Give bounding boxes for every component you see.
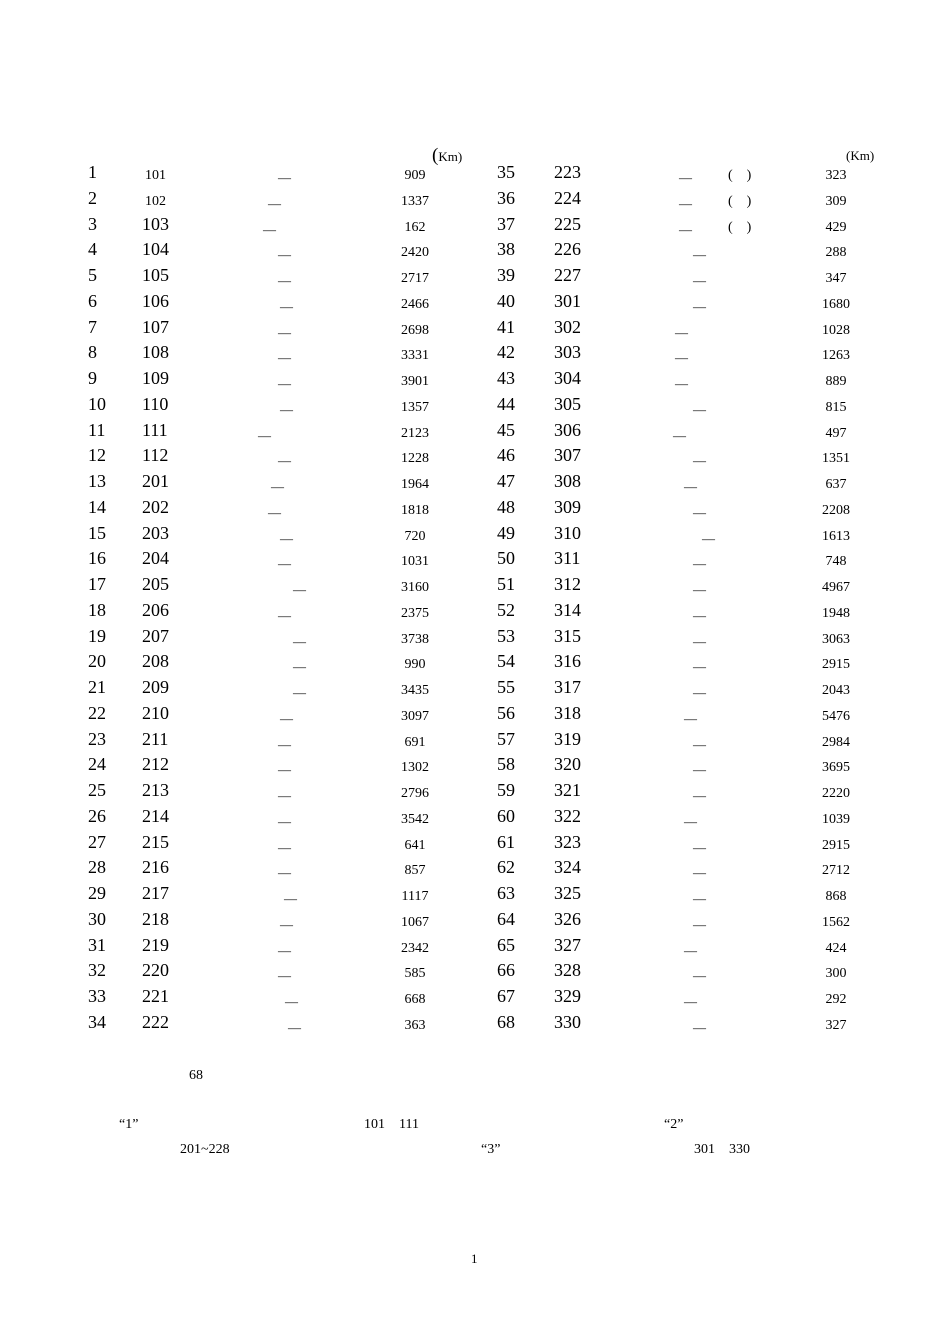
route-dash: — [278, 788, 291, 803]
route-dash: — [293, 582, 306, 597]
route-code: 212 [142, 754, 169, 775]
route-length-km: 2466 [401, 296, 429, 312]
route-code: 210 [142, 702, 169, 723]
route-dash: — [293, 659, 306, 675]
route-code: 319 [554, 728, 581, 749]
row-index: 55 [497, 677, 515, 697]
route-code: 101 [145, 168, 166, 183]
route-dash: — [684, 710, 697, 726]
route-length-km: 363 [404, 1017, 426, 1033]
route-code: 214 [142, 805, 169, 826]
route-dash: — [268, 504, 281, 520]
route-length-km: 868 [825, 889, 847, 904]
route-code: 202 [142, 496, 169, 517]
row-index: 44 [497, 393, 515, 414]
category-2-range: 201~228 [180, 1142, 230, 1157]
route-dash: — [679, 195, 692, 211]
route-length-km: 4967 [822, 580, 850, 595]
route-length-km: 1117 [401, 889, 429, 904]
route-dash: — [280, 298, 293, 314]
route-dash: — [278, 556, 291, 572]
row-index: 58 [497, 754, 515, 775]
route-dash: — [278, 453, 291, 469]
route-dash: — [280, 710, 293, 726]
route-length-km: 2717 [401, 271, 429, 286]
route-length-km: 1228 [401, 451, 429, 467]
route-code: 109 [142, 368, 169, 388]
row-index: 6 [88, 290, 97, 311]
route-dash: — [693, 968, 706, 984]
route-length-km: 748 [825, 554, 847, 570]
row-index: 53 [497, 625, 515, 646]
row-index: 26 [88, 805, 106, 826]
route-length-km: 2220 [822, 786, 850, 801]
row-index: 60 [497, 805, 515, 826]
row-index: 36 [497, 187, 515, 208]
route-code: 309 [554, 496, 581, 517]
row-index: 49 [497, 522, 515, 543]
route-code: 316 [554, 651, 581, 672]
row-index: 37 [497, 213, 515, 234]
route-code: 215 [142, 831, 169, 852]
route-code: 227 [554, 265, 581, 285]
route-code: 325 [554, 883, 581, 903]
route-dash: — [278, 942, 291, 958]
row-index: 33 [88, 986, 106, 1006]
route-length-km: 3738 [401, 631, 429, 647]
route-length-km: 857 [404, 863, 426, 879]
row-index: 12 [88, 445, 106, 466]
route-length-km: 1964 [401, 477, 429, 492]
row-index: 3 [88, 213, 97, 234]
route-length-km: 288 [825, 245, 847, 261]
route-length-km: 1263 [822, 348, 850, 364]
route-parenthetical: ( ) [728, 193, 752, 209]
route-dash: — [271, 479, 284, 494]
route-dash: — [284, 891, 297, 906]
row-index: 61 [497, 831, 515, 852]
route-length-km: 2915 [822, 837, 850, 853]
route-dash: — [675, 350, 688, 366]
row-index: 21 [88, 677, 106, 697]
row-index: 38 [497, 239, 515, 260]
route-length-km: 424 [825, 940, 847, 956]
row-index: 54 [497, 651, 515, 672]
row-index: 42 [497, 342, 515, 363]
route-code: 324 [554, 857, 581, 878]
route-dash: — [693, 685, 706, 700]
route-length-km: 347 [825, 271, 847, 286]
row-index: 7 [88, 316, 97, 337]
route-code: 207 [142, 625, 169, 646]
route-dash: — [278, 607, 291, 623]
row-index: 59 [497, 780, 515, 800]
route-code: 308 [554, 471, 581, 491]
route-dash: — [278, 170, 291, 185]
route-length-km: 990 [404, 657, 426, 673]
route-length-km: 2984 [822, 734, 850, 750]
route-dash: — [684, 942, 697, 958]
row-index: 28 [88, 857, 106, 878]
route-length-km: 1357 [401, 399, 429, 415]
route-code: 217 [142, 883, 169, 903]
route-code: 328 [554, 960, 581, 981]
route-code: 218 [142, 908, 169, 929]
row-index: 4 [88, 239, 97, 260]
row-index: 31 [88, 934, 106, 955]
route-code: 204 [142, 548, 169, 569]
route-length-km: 429 [825, 219, 847, 235]
route-length-km: 3435 [401, 683, 429, 698]
category-1-label: “1” [119, 1117, 139, 1132]
route-code: 310 [554, 522, 581, 543]
route-dash: — [693, 273, 706, 288]
route-length-km: 585 [404, 966, 426, 982]
route-length-km: 1680 [822, 296, 850, 312]
route-dash: — [693, 762, 706, 778]
row-index: 32 [88, 960, 106, 981]
route-dash: — [268, 195, 281, 211]
route-code: 105 [142, 265, 169, 285]
route-dash: — [693, 891, 706, 906]
route-code: 315 [554, 625, 581, 646]
route-code: 311 [554, 548, 581, 569]
route-code: 318 [554, 702, 581, 723]
row-index: 41 [497, 316, 515, 337]
route-code: 211 [142, 728, 169, 749]
route-dash: — [278, 376, 291, 391]
route-code: 201 [142, 471, 169, 491]
route-length-km: 1562 [822, 914, 850, 930]
route-code: 104 [142, 239, 169, 260]
route-dash: — [693, 582, 706, 597]
route-dash: — [675, 324, 688, 340]
category-3-range: 301 330 [694, 1142, 750, 1157]
route-code: 326 [554, 908, 581, 929]
route-dash: — [684, 813, 697, 829]
route-dash: — [684, 479, 697, 494]
row-index: 25 [88, 780, 106, 800]
row-index: 56 [497, 702, 515, 723]
route-code: 220 [142, 960, 169, 981]
route-code: 302 [554, 316, 581, 337]
category-1-range: 101 111 [364, 1117, 419, 1132]
row-index: 52 [497, 599, 515, 620]
route-code: 112 [142, 445, 169, 466]
route-code: 225 [554, 213, 581, 234]
route-dash: — [278, 839, 291, 855]
route-dash: — [693, 788, 706, 803]
route-length-km: 5476 [822, 708, 850, 724]
row-index: 66 [497, 960, 515, 981]
route-code: 216 [142, 857, 169, 878]
route-length-km: 2420 [401, 245, 429, 261]
route-dash: — [280, 401, 293, 417]
route-dash: — [293, 685, 306, 700]
row-index: 19 [88, 625, 106, 646]
row-index: 67 [497, 986, 515, 1006]
route-code: 329 [554, 986, 581, 1006]
route-code: 301 [554, 290, 581, 311]
route-dash: — [278, 865, 291, 881]
route-dash: — [693, 401, 706, 417]
route-length-km: 497 [825, 425, 847, 441]
route-code: 221 [142, 986, 169, 1006]
row-index: 16 [88, 548, 106, 569]
route-length-km: 2375 [401, 605, 429, 621]
route-dash: — [679, 170, 692, 185]
route-length-km: 300 [825, 966, 847, 982]
route-dash: — [278, 247, 291, 263]
route-length-km: 720 [404, 528, 426, 544]
route-dash: — [278, 968, 291, 984]
route-length-km: 2698 [401, 322, 429, 338]
route-length-km: 1818 [401, 502, 429, 518]
route-length-km: 2915 [822, 657, 850, 673]
route-length-km: 3160 [401, 580, 429, 595]
route-length-km: 2342 [401, 940, 429, 956]
route-code: 208 [142, 651, 169, 672]
route-dash: — [679, 221, 692, 237]
route-length-km: 909 [404, 168, 426, 183]
route-length-km: 2043 [822, 683, 850, 698]
route-length-km: 3542 [401, 811, 429, 827]
route-length-km: 323 [825, 168, 847, 183]
category-3-label: “3” [481, 1142, 501, 1157]
route-dash: — [288, 1019, 301, 1035]
route-dash: — [278, 736, 291, 752]
row-index: 39 [497, 265, 515, 285]
route-code: 317 [554, 677, 581, 697]
route-length-km: 637 [825, 477, 847, 492]
route-length-km: 1039 [822, 811, 850, 827]
route-dash: — [693, 839, 706, 855]
route-length-km: 668 [404, 992, 426, 1007]
route-dash: — [293, 633, 306, 649]
route-dash: — [693, 659, 706, 675]
row-index: 20 [88, 651, 106, 672]
route-dash: — [280, 530, 293, 546]
row-index: 64 [497, 908, 515, 929]
row-index: 14 [88, 496, 106, 517]
route-code: 223 [554, 162, 581, 182]
route-length-km: 889 [825, 374, 847, 389]
route-length-km: 2712 [822, 863, 850, 879]
route-code: 203 [142, 522, 169, 543]
row-index: 13 [88, 471, 106, 491]
row-index: 45 [497, 419, 515, 440]
route-dash: — [693, 556, 706, 572]
total-count: 68 [189, 1068, 203, 1083]
route-parenthetical: ( ) [728, 219, 752, 235]
row-index: 24 [88, 754, 106, 775]
route-length-km: 641 [404, 837, 426, 853]
route-length-km: 1031 [401, 554, 429, 570]
route-code: 209 [142, 677, 169, 697]
row-index: 9 [88, 368, 97, 388]
route-length-km: 1302 [401, 760, 429, 776]
route-length-km: 1337 [401, 193, 429, 209]
row-index: 10 [88, 393, 106, 414]
route-length-km: 3695 [822, 760, 850, 776]
row-index: 47 [497, 471, 515, 491]
route-code: 224 [554, 187, 581, 208]
route-code: 307 [554, 445, 581, 466]
route-length-km: 3063 [822, 631, 850, 647]
route-code: 327 [554, 934, 581, 955]
route-length-km: 1351 [822, 451, 850, 467]
route-dash: — [693, 916, 706, 932]
row-index: 63 [497, 883, 515, 903]
route-code: 102 [145, 193, 166, 209]
route-code: 106 [142, 290, 169, 311]
category-2-label: “2” [664, 1117, 684, 1132]
route-dash: — [280, 916, 293, 932]
page-number: 1 [471, 1251, 478, 1266]
row-index: 50 [497, 548, 515, 569]
route-dash: — [693, 1019, 706, 1035]
row-index: 35 [497, 162, 515, 182]
route-code: 213 [142, 780, 169, 800]
route-length-km: 2123 [401, 425, 429, 441]
row-index: 27 [88, 831, 106, 852]
route-code: 222 [142, 1011, 169, 1032]
row-index: 30 [88, 908, 106, 929]
route-code: 312 [554, 574, 581, 594]
route-dash: — [278, 273, 291, 288]
route-dash: — [285, 994, 298, 1009]
row-index: 11 [88, 419, 106, 440]
row-index: 8 [88, 342, 97, 363]
route-length-km: 1028 [822, 322, 850, 338]
row-index: 23 [88, 728, 106, 749]
route-code: 206 [142, 599, 169, 620]
row-index: 29 [88, 883, 106, 903]
route-dash: — [673, 427, 686, 443]
row-index: 15 [88, 522, 106, 543]
route-dash: — [258, 427, 271, 443]
route-dash: — [684, 994, 697, 1009]
route-length-km: 292 [825, 992, 847, 1007]
route-dash: — [693, 736, 706, 752]
route-length-km: 1067 [401, 914, 429, 930]
route-code: 305 [554, 393, 581, 414]
route-length-km: 162 [404, 219, 426, 235]
route-length-km: 2796 [401, 786, 429, 801]
header-left-unit: (Km) [432, 145, 463, 166]
route-dash: — [693, 247, 706, 263]
route-code: 108 [142, 342, 169, 363]
route-dash: — [693, 298, 706, 314]
route-length-km: 3901 [401, 374, 429, 389]
route-length-km: 815 [825, 399, 847, 415]
route-parenthetical: ( ) [728, 168, 752, 183]
row-index: 68 [497, 1011, 515, 1032]
row-index: 2 [88, 187, 97, 208]
route-code: 330 [554, 1011, 581, 1032]
route-dash: — [693, 633, 706, 649]
route-dash: — [675, 376, 688, 391]
route-code: 314 [554, 599, 581, 620]
route-length-km: 309 [825, 193, 847, 209]
route-code: 321 [554, 780, 581, 800]
row-index: 62 [497, 857, 515, 878]
route-code: 107 [142, 316, 169, 337]
row-index: 5 [88, 265, 97, 285]
row-index: 51 [497, 574, 515, 594]
route-length-km: 691 [404, 734, 426, 750]
route-code: 219 [142, 934, 169, 955]
route-dash: — [278, 813, 291, 829]
route-code: 110 [142, 393, 169, 414]
row-index: 17 [88, 574, 106, 594]
route-code: 103 [142, 213, 169, 234]
row-index: 22 [88, 702, 106, 723]
route-dash: — [263, 221, 276, 237]
route-code: 322 [554, 805, 581, 826]
row-index: 43 [497, 368, 515, 388]
route-code: 226 [554, 239, 581, 260]
row-index: 46 [497, 445, 515, 466]
route-dash: — [278, 350, 291, 366]
route-length-km: 1948 [822, 605, 850, 621]
route-length-km: 3097 [401, 708, 429, 724]
route-dash: — [693, 865, 706, 881]
route-dash: — [693, 607, 706, 623]
route-dash: — [278, 324, 291, 340]
row-index: 18 [88, 599, 106, 620]
row-index: 40 [497, 290, 515, 311]
route-code: 303 [554, 342, 581, 363]
row-index: 57 [497, 728, 515, 749]
route-dash: — [702, 530, 715, 546]
route-code: 306 [554, 419, 581, 440]
route-dash: — [693, 504, 706, 520]
route-length-km: 327 [825, 1017, 847, 1033]
row-index: 65 [497, 934, 515, 955]
header-right-unit: (Km) [846, 148, 875, 163]
route-length-km: 2208 [822, 502, 850, 518]
route-code: 205 [142, 574, 169, 594]
row-index: 48 [497, 496, 515, 517]
row-index: 34 [88, 1011, 106, 1032]
route-code: 323 [554, 831, 581, 852]
route-code: 320 [554, 754, 581, 775]
row-index: 1 [88, 162, 97, 182]
route-dash: — [693, 453, 706, 469]
route-code: 111 [142, 419, 168, 440]
route-length-km: 1613 [822, 528, 850, 544]
route-dash: — [278, 762, 291, 778]
route-length-km: 3331 [401, 348, 429, 364]
route-code: 304 [554, 368, 581, 388]
